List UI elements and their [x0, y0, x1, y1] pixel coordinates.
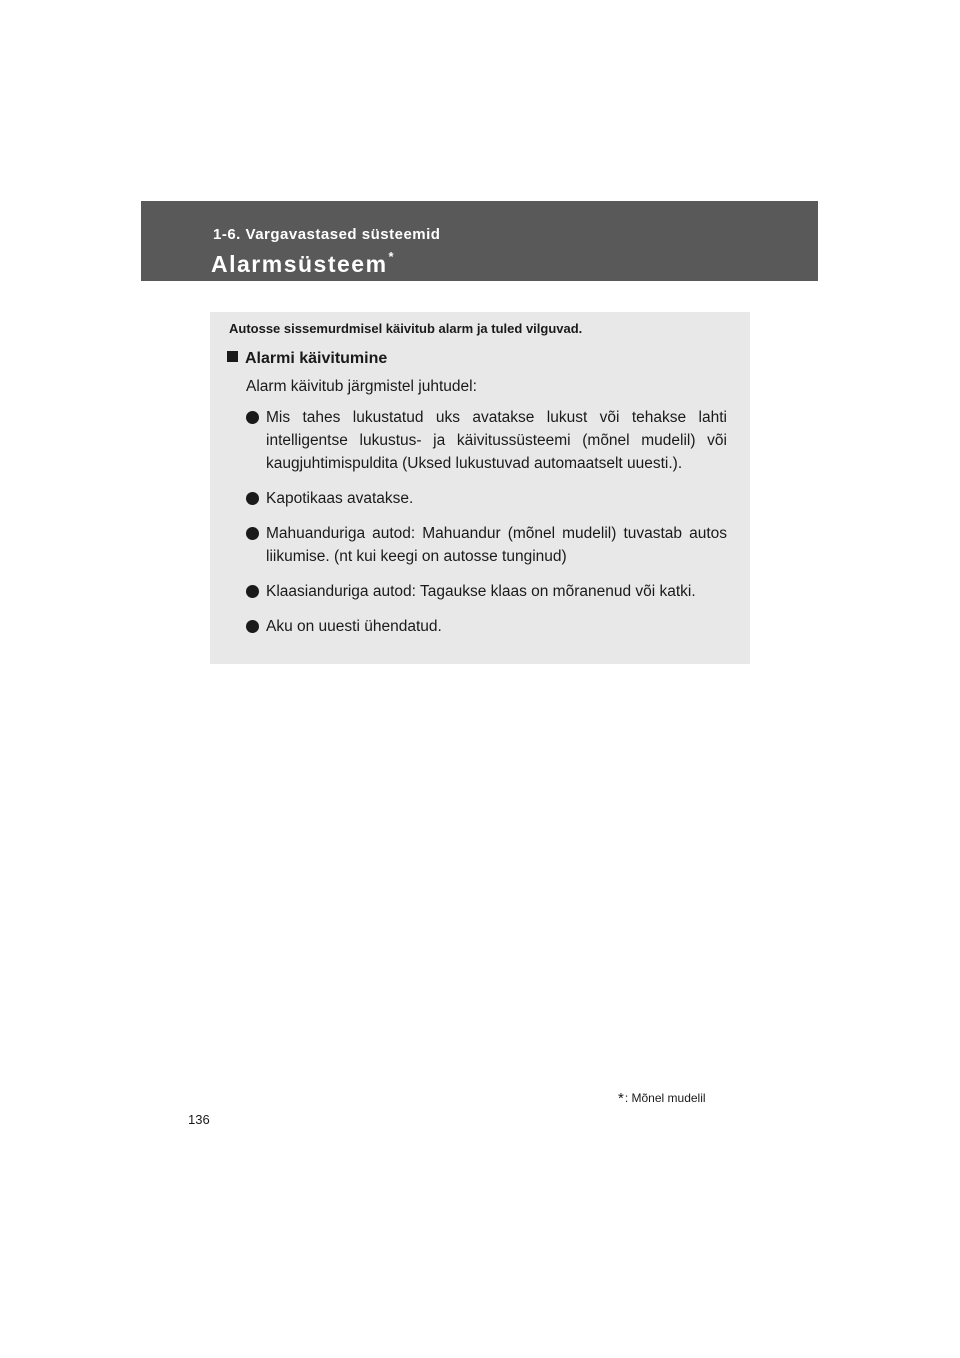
- page-title: [211, 249, 395, 278]
- list-item-text: Klaasianduriga autod: Tagaukse klaas on mõranenud või katki.: [266, 583, 696, 600]
- subheading: [227, 350, 387, 368]
- black-circle-icon: [246, 585, 259, 598]
- black-circle-icon: [246, 527, 259, 540]
- list-item: [246, 522, 727, 568]
- lead-text: Alarm käivitub järgmistel juhtudel:: [246, 378, 477, 395]
- intro-text: Autosse sissemurdmisel käivitub alarm ja tuled vilguvad.: [229, 321, 583, 336]
- list-item: [246, 406, 727, 475]
- section-header-band: [141, 201, 818, 281]
- list-item-text: Mis tahes lukustatud uks avatakse lukust või tehakse lahti intelligentse lukustus- ja käivitussüsteemi (mõnel mudelil) või kaugjuhtimispuldita (Uksed lukustuvad automaatselt uuesti.).: [266, 409, 727, 472]
- black-circle-icon: [246, 620, 259, 633]
- content-box: [210, 312, 750, 664]
- list-item-text: Mahuanduriga autod: Mahuandur (mõnel mudelil) tuvastab autos liikumise. (nt kui keegi on autosse tunginud): [266, 525, 727, 565]
- page-title-text: Alarmsüsteem: [211, 251, 388, 277]
- black-circle-icon: [246, 411, 259, 424]
- list-item: [246, 615, 727, 638]
- subheading-text: Alarmi käivitumine: [245, 350, 388, 367]
- list-item-text: Kapotikaas avatakse.: [266, 490, 414, 507]
- section-label: 1-6. Vargavastased süsteemid: [213, 226, 441, 243]
- list-item: [246, 487, 727, 510]
- footnote: [618, 1090, 706, 1107]
- black-circle-icon: [246, 492, 259, 505]
- list-item: [246, 580, 727, 603]
- bullet-list: [246, 406, 727, 650]
- list-item-text: Aku on uuesti ühendatud.: [266, 618, 442, 635]
- page-number: 136: [188, 1112, 210, 1127]
- black-square-icon: [227, 351, 238, 362]
- asterisk-icon: *: [618, 1090, 624, 1107]
- title-asterisk-marker: *: [388, 249, 396, 264]
- footnote-text: : Mõnel mudelil: [624, 1091, 706, 1105]
